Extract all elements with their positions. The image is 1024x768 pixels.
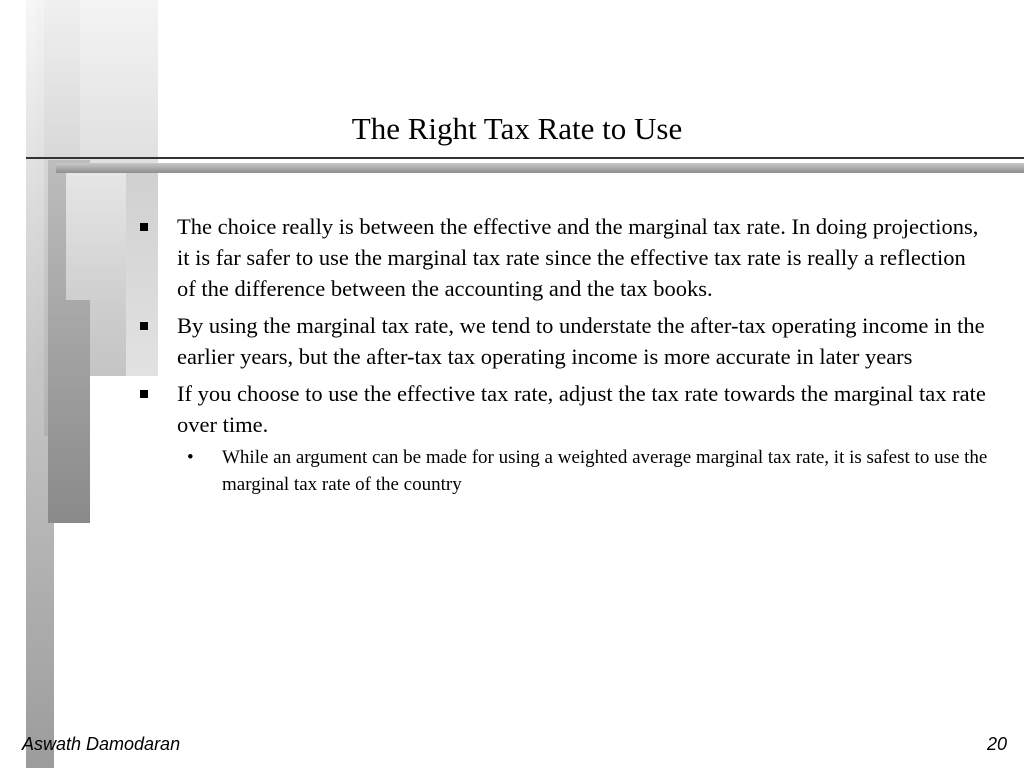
title-divider (26, 157, 1024, 159)
bullet-text: By using the marginal tax rate, we tend to understate the after-tax operating income in the earlier years, but the after-tax tax operating income is more accurate in later years (177, 313, 985, 369)
square-bullet-icon (140, 390, 148, 398)
bullet-item (138, 310, 988, 372)
slide-title: The Right Tax Rate to Use (351, 111, 683, 146)
round-bullet-icon: • (187, 447, 194, 468)
bullet-text: The choice really is between the effective and the marginal tax rate. In doing projections, it is far safer to use the marginal tax rate since the effective tax rate is really a reflection of the difference between the accounting and the tax books. (177, 214, 979, 301)
sub-bullet-text: While an argument can be made for using a weighted average marginal tax rate, it is safest to use the marginal tax rate of the country (222, 447, 988, 495)
decorative-bar (66, 172, 126, 300)
sub-bullet-item (138, 444, 988, 498)
bullet-text: If you choose to use the effective tax rate, adjust the tax rate towards the marginal tax rate over time. (177, 381, 986, 437)
bullet-item (138, 211, 988, 304)
slide-body (138, 211, 988, 498)
footer-author: Aswath Damodaran (22, 734, 181, 754)
square-bullet-icon (140, 322, 148, 330)
bullet-item (138, 378, 988, 440)
title-divider-shadow (56, 163, 1024, 173)
page-number: 20 (986, 734, 1007, 754)
square-bullet-icon (140, 223, 148, 231)
